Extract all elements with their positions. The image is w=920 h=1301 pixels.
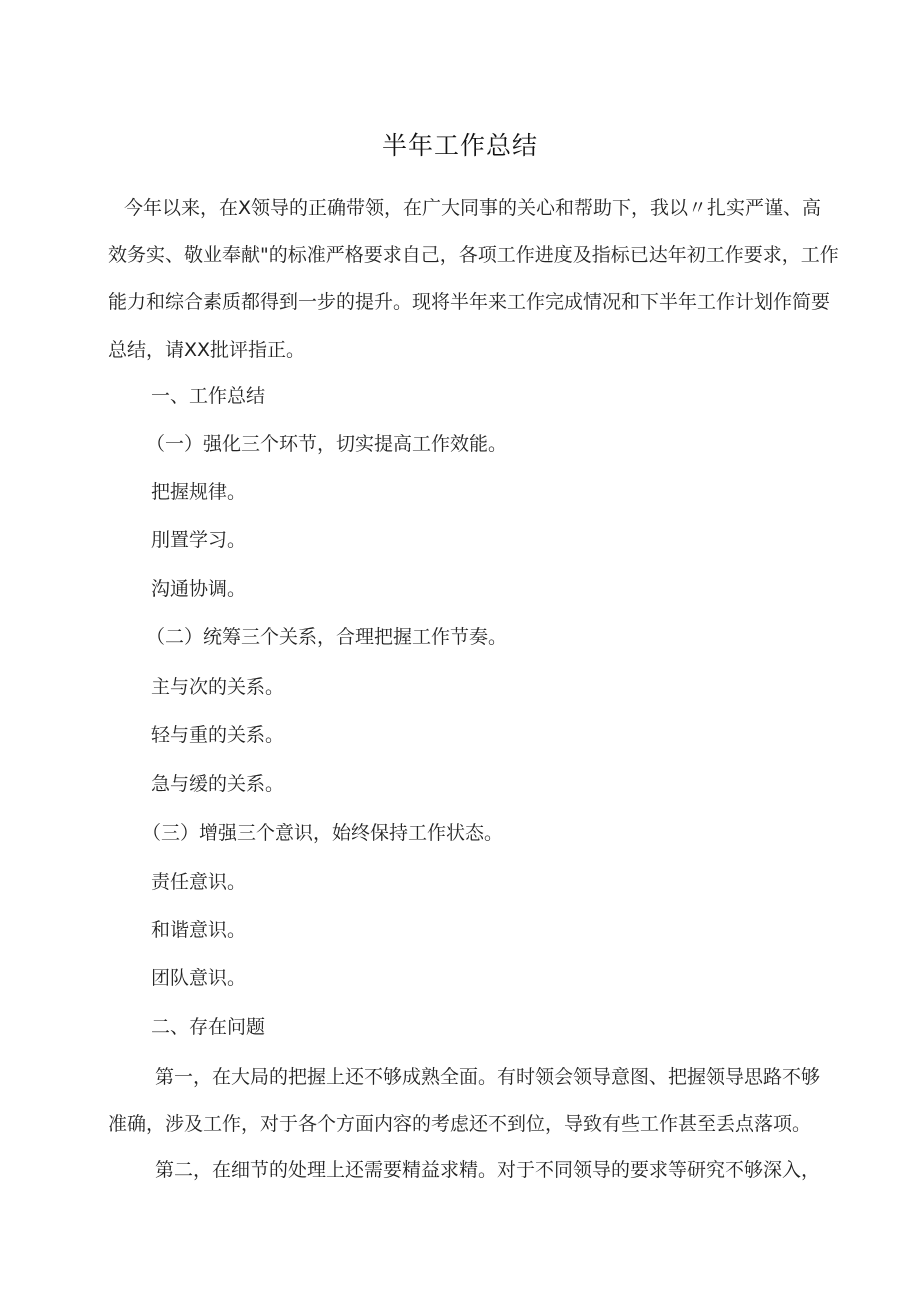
document-title: 半年工作总结 [381,131,538,160]
subsection-heading-2: （二）统筹三个关系，合理把握工作节奏。 [146,626,508,648]
list-item: 沟通协调。 [151,578,247,600]
paragraph-intro-line-3: 能力和综合素质都得到一步的提升。现将半年来工作完成情况和下半年工作计划作简要 [108,291,831,313]
section-heading-problems: 二、存在问题 [151,1016,266,1038]
paragraph-problem-1-line-2: 准确，涉及工作，对于各个方面内容的考虑还不到位，导致有些工作甚至丢点落项。 [108,1113,812,1135]
paragraph-problem-1-line-1: 第一，在大局的把握上还不够成熟全面。有时领会领导意图、把握领导思路不够 [155,1066,821,1088]
list-item: 主与次的关系。 [151,676,285,698]
list-item: 把握规律。 [151,481,247,503]
list-item: 和谐意识。 [151,919,247,941]
subsection-heading-3: （三）增强三个意识，始终保持工作状态。 [142,822,504,844]
paragraph-intro-line-2: 效务实、敬业奉献"的标准严格要求自己，各项工作进度及指标已达年初工作要求，工作 [108,244,839,266]
list-item: 急与缓的关系。 [151,773,285,795]
list-item: 责任意识。 [151,871,247,893]
list-item: 轻与重的关系。 [151,724,285,746]
paragraph-problem-2-line-1: 第二，在细节的处理上还需要精益求精。对于不同领导的要求等研究不够深入， [155,1159,821,1181]
list-item: 刖置学习。 [151,529,247,551]
paragraph-intro-line-4: 总结，请XX批评指正。 [108,339,306,361]
paragraph-intro-line-1: 今年以来，在X领导的正确带领，在广大同事的关心和帮助下，我以〃扎实严谨、高 [124,197,822,219]
section-heading-summary: 一、工作总结 [151,385,266,407]
subsection-heading-1: （一）强化三个环节，切实提高工作效能。 [146,433,508,455]
list-item: 团队意识。 [151,967,247,989]
